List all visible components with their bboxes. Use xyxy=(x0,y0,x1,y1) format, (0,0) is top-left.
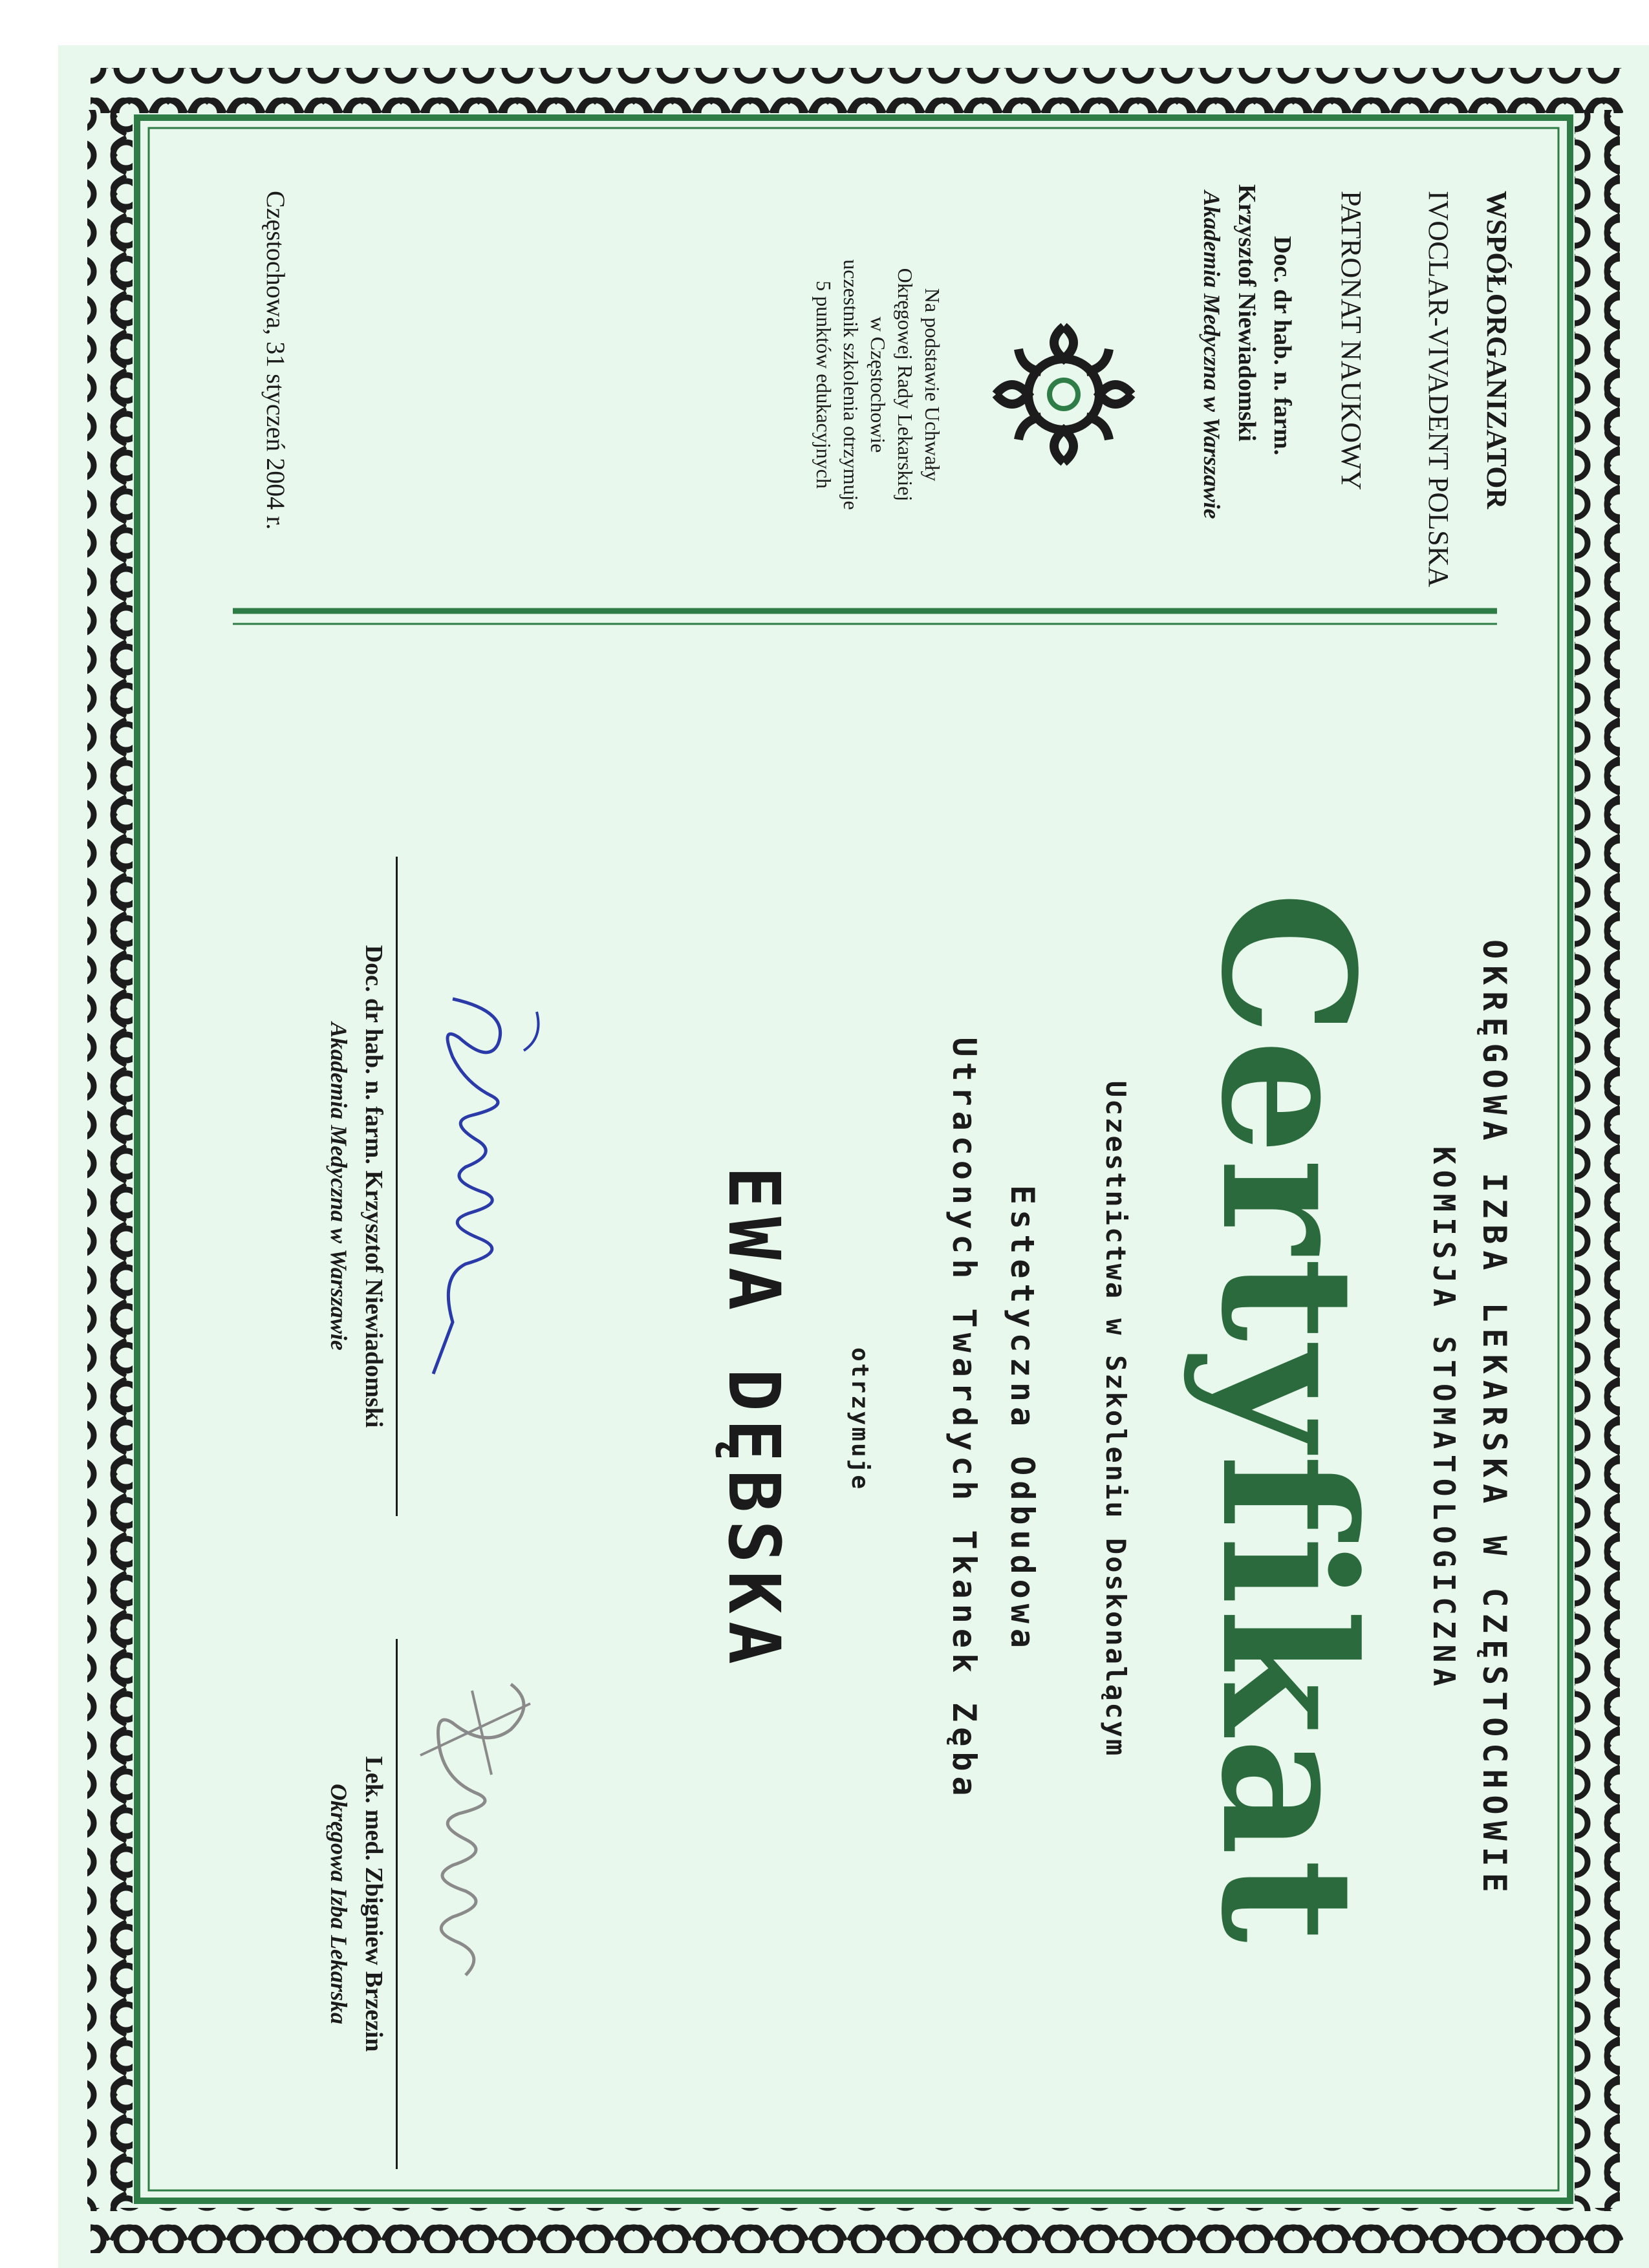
resolution-line-1: Na podstawie Uchwały xyxy=(921,288,944,482)
signature-line-left xyxy=(396,857,398,1516)
right-signatory-institution: Okręgowa Izba Lekarska xyxy=(326,1783,352,2024)
patron-title: Doc. dr hab. n. farm. xyxy=(1269,236,1296,456)
course-name-line-1: Estetyczna Odbudowa xyxy=(1004,1185,1041,1653)
place-and-date: Częstochowa, 31 styczeń 2004 r. xyxy=(261,191,290,530)
certificate-content xyxy=(58,94,1546,2227)
resolution-line-3: w Częstochowie xyxy=(867,316,890,453)
patronage-heading: PATRONAT NAUKOWY xyxy=(1335,191,1367,491)
issuer-name: OKRĘGOWA IZBA LEKARSKA W CZĘSTOCHOWIE xyxy=(1476,939,1513,1899)
receives-label: otrzymuje xyxy=(846,1347,873,1492)
issuer-commission: KOMISJA STOMATOLOGICZNA xyxy=(1427,1146,1461,1692)
left-signatory-name: Doc. dr hab. n. farm. Krzysztof Niewiadomski xyxy=(360,945,387,1428)
right-signatory-name: Lek. med. Zbigniew Brzezin xyxy=(360,1756,387,2052)
certificate-sheet xyxy=(58,45,1649,2268)
certificate-title: Certyfikat xyxy=(1181,891,1394,1947)
signature-line-right xyxy=(396,1639,398,2169)
ornamental-cross-emblem-icon xyxy=(983,314,1145,475)
handwritten-signature-left xyxy=(407,986,550,1400)
co-organizer-name: IVOCLAR-VIVADENT POLSKA xyxy=(1423,191,1454,588)
resolution-line-4: uczestnik szkolenia otrzymuje xyxy=(839,259,863,510)
course-name-line-2: Utraconych Twardych Tkanek Zęba xyxy=(945,1037,983,1801)
patron-name: Krzysztof Niewiadomski xyxy=(1233,184,1260,442)
handwritten-signature-right xyxy=(401,1665,550,2014)
resolution-line-5: 5 punktów edukacyjnych xyxy=(812,281,835,489)
left-signatory-institution: Akademia Medyczna w Warszawie xyxy=(326,1022,352,1351)
certificate-subtitle: Uczestnictwa w Szkoleniu Doskonalącym xyxy=(1100,1080,1132,1758)
border-right-band xyxy=(1575,110,1620,2211)
recipient-name: EWA DĘBSKA xyxy=(713,1166,795,1673)
co-organizer-heading: WSPÓŁORGANIZATOR xyxy=(1481,191,1513,509)
resolution-line-2: Okręgowej Rady Lekarskiej xyxy=(894,268,917,502)
patron-institution: Akademia Medyczna w Warszawie xyxy=(1199,191,1225,519)
